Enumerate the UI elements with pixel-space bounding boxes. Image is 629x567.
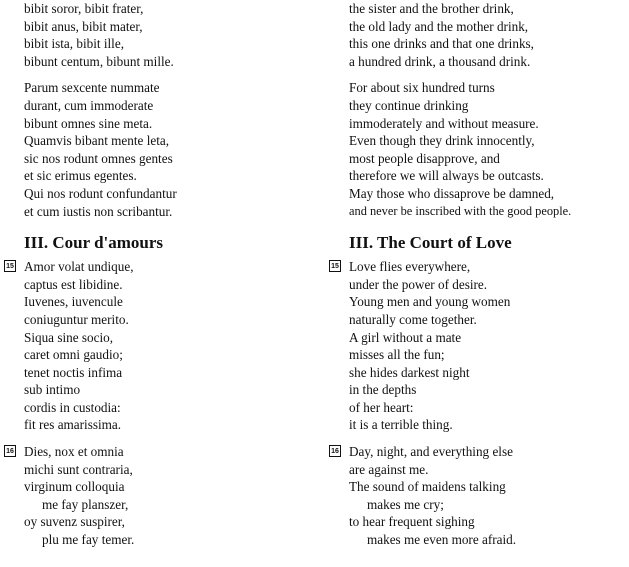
stanza-number-badge: 16	[4, 445, 16, 457]
section-heading: III. The Court of Love	[349, 233, 512, 253]
verse-line: caret omni gaudio;	[24, 347, 123, 363]
verse-line: it is a terrible thing.	[349, 417, 453, 433]
verse-line: to hear frequent sighing	[349, 514, 475, 530]
verse-line: durant, cum immoderate	[24, 97, 154, 113]
latin-stanza-b	[24, 79, 314, 220]
verse-line: et sic erimus egentes.	[24, 168, 137, 184]
stanza-number-badge: 16	[329, 445, 341, 457]
verse-line: tenet noctis infima	[24, 364, 123, 380]
verse-line: coniuguntur merito.	[24, 311, 129, 327]
verse-line: a hundred drink, a thousand drink.	[349, 53, 531, 69]
verse-line: Quamvis bibant mente leta,	[24, 133, 170, 149]
english-stanza-a	[349, 0, 625, 70]
latin-stanza-a	[24, 0, 314, 70]
verse-line: Love flies everywhere,	[349, 259, 471, 275]
verse-line: Qui nos rodunt confundantur	[24, 185, 177, 201]
latin-stanza-16	[6, 443, 314, 549]
verse-line: bibunt centum, bibunt mille.	[24, 53, 174, 69]
verse-line: misses all the fun;	[349, 347, 445, 363]
verse-line: plu me fay temer.	[42, 532, 135, 548]
verse-line: immoderately and without measure.	[349, 115, 539, 131]
verse-line: bibunt omnes sine meta.	[24, 115, 153, 131]
verse-line: makes me even more afraid.	[367, 532, 517, 548]
verse-line: makes me cry;	[367, 496, 444, 512]
verse-line: in the depths	[349, 382, 417, 398]
verse-line: A girl without a mate	[349, 329, 462, 345]
verse-line: sub intimo	[24, 382, 81, 398]
verse-line: therefore we will always be outcasts.	[349, 168, 544, 184]
verse-line: cordis in custodia:	[24, 399, 121, 415]
verse-line: May those who dissaprove be damned,	[349, 185, 555, 201]
verse-line: virginum colloquia	[24, 479, 125, 495]
verse-line: Day, night, and everything else	[349, 444, 513, 460]
verse-line: michi sunt contraria,	[24, 461, 133, 477]
verse-line: Iuvenes, iuvencule	[24, 294, 123, 310]
verse-line: this one drinks and that one drinks,	[349, 36, 534, 52]
verse-line: the sister and the brother drink,	[349, 1, 514, 16]
verse-line: fit res amarissima.	[24, 417, 122, 433]
verse-line: and never be inscribed with the good people.	[349, 203, 572, 218]
verse-line: oy suvenz suspirer,	[24, 514, 125, 530]
verse-line: most people disapprove, and	[349, 150, 500, 166]
verse-line: Parum sexcente nummate	[24, 80, 160, 96]
verse-line: bibit soror, bibit frater,	[24, 1, 144, 16]
latin-stanza-15	[6, 258, 314, 434]
verse-line: are against me.	[349, 461, 429, 477]
stanza-number-badge: 15	[4, 260, 16, 272]
english-stanza-15	[331, 258, 625, 434]
verse-line: she hides darkest night	[349, 364, 470, 380]
latin-column	[6, 0, 314, 549]
verse-line: Dies, nox et omnia	[24, 444, 124, 460]
verse-line: For about six hundred turns	[349, 80, 495, 96]
verse-line: Siqua sine socio,	[24, 329, 114, 345]
verse-line: captus est libidine.	[24, 276, 123, 292]
english-stanza-16	[331, 443, 625, 549]
verse-line: Young men and young women	[349, 294, 511, 310]
verse-line: naturally come together.	[349, 311, 477, 327]
verse-line: me fay planszer,	[42, 496, 129, 512]
verse-line: of her heart:	[349, 399, 414, 415]
verse-line: Amor volat undique,	[24, 259, 134, 275]
verse-line: et cum iustis non scribantur.	[24, 203, 173, 219]
english-stanza-b	[349, 79, 625, 220]
verse-line: the old lady and the mother drink,	[349, 18, 529, 34]
verse-line: bibit anus, bibit mater,	[24, 18, 143, 34]
section-heading: III. Cour d'amours	[24, 233, 164, 253]
verse-line: Even though they drink innocently,	[349, 133, 535, 149]
verse-line: The sound of maidens talking	[349, 479, 506, 495]
verse-line: sic nos rodunt omnes gentes	[24, 150, 173, 166]
verse-line: they continue drinking	[349, 97, 469, 113]
verse-line: under the power of desire.	[349, 276, 488, 292]
stanza-number-badge: 15	[329, 260, 341, 272]
verse-line: bibit ista, bibit ille,	[24, 36, 125, 52]
english-column	[331, 0, 625, 549]
